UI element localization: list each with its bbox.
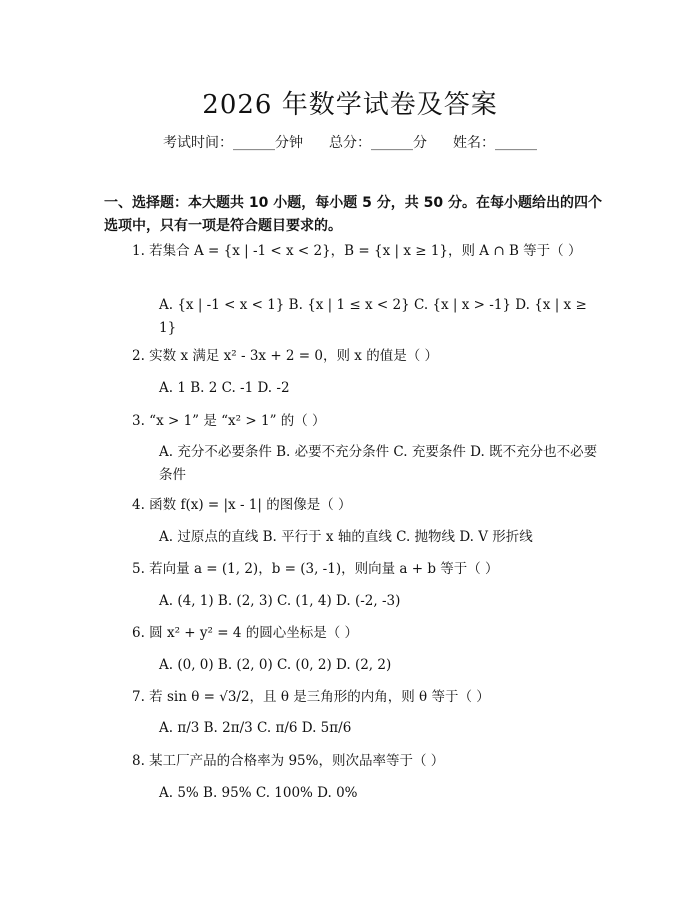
question-options: A. {x | -1 < x < 1} B. {x | 1 ≤ x < 2} C. {x | x > -1} D. {x | x ≥ 1} <box>159 297 587 336</box>
question-options: A. 过原点的直线 B. 平行于 x 轴的直线 C. 抛物线 D. V 形折线 <box>159 529 533 545</box>
question-options: A. (0, 0) B. (2, 0) C. (0, 2) D. (2, 2) <box>159 657 392 673</box>
question-stem: 7. 若 sin θ = √3/2，且 θ 是三角形的内角，则 θ 等于（ ） <box>132 689 490 705</box>
question-options: A. (4, 1) B. (2, 3) C. (1, 4) D. (-2, -3) <box>159 593 401 609</box>
question-2 <box>104 345 604 368</box>
question-stem: 3. “x > 1” 是 “x² > 1” 的（ ） <box>132 413 326 429</box>
question-4-options <box>104 526 604 549</box>
question-options: A. 充分不必要条件 B. 必要不充分条件 C. 充要条件 D. 既不充分也不必要条件 <box>159 444 598 483</box>
question-stem: 5. 若向量 a = (1, 2)，b = (3, -1)，则向量 a + b 等于（ ） <box>132 561 499 577</box>
question-7 <box>104 686 604 709</box>
question-6 <box>104 622 604 645</box>
section-heading: 一、选择题：本大题共 10 小题，每小题 5 分，共 50 分。在每小题给出的四个选项中，只有一项是符合题目要求的。 <box>104 195 602 234</box>
exam-info-line <box>0 132 700 152</box>
exam-time-field: 考试时间：______分钟 <box>163 135 303 151</box>
question-6-options <box>104 654 604 677</box>
exam-score-field: 总分：______分 <box>329 135 427 151</box>
question-2-options <box>104 377 604 400</box>
question-stem: 8. 某工厂产品的合格率为 95%，则次品率等于（ ） <box>132 753 445 769</box>
question-1-options <box>104 294 604 340</box>
question-options: A. 5% B. 95% C. 100% D. 0% <box>159 785 358 801</box>
question-stem: 4. 函数 f(x) = |x - 1| 的图像是（ ） <box>132 497 352 513</box>
question-stem: 1. 若集合 A = {x | -1 < x < 2}，B = {x | x ≥ 1}，则 A ∩ B 等于（ ） <box>132 243 582 259</box>
question-options: A. π/3 B. 2π/3 C. π/6 D. 5π/6 <box>159 720 352 736</box>
question-options: A. 1 B. 2 C. -1 D. -2 <box>159 380 290 396</box>
student-name-field: 姓名：______ <box>453 135 537 151</box>
question-7-options <box>104 717 604 740</box>
question-4 <box>104 494 604 517</box>
question-5-options <box>104 590 604 613</box>
exam-title: 2026 年数学试卷及答案 <box>202 90 498 120</box>
question-stem: 2. 实数 x 满足 x² - 3x + 2 = 0，则 x 的值是（ ） <box>132 348 438 364</box>
question-8-options <box>104 782 604 805</box>
question-8 <box>104 750 604 773</box>
question-3-options <box>104 441 604 487</box>
question-3 <box>104 410 604 433</box>
question-1 <box>104 240 604 263</box>
question-5 <box>104 558 604 581</box>
question-stem: 6. 圆 x² + y² = 4 的圆心坐标是（ ） <box>132 625 358 641</box>
